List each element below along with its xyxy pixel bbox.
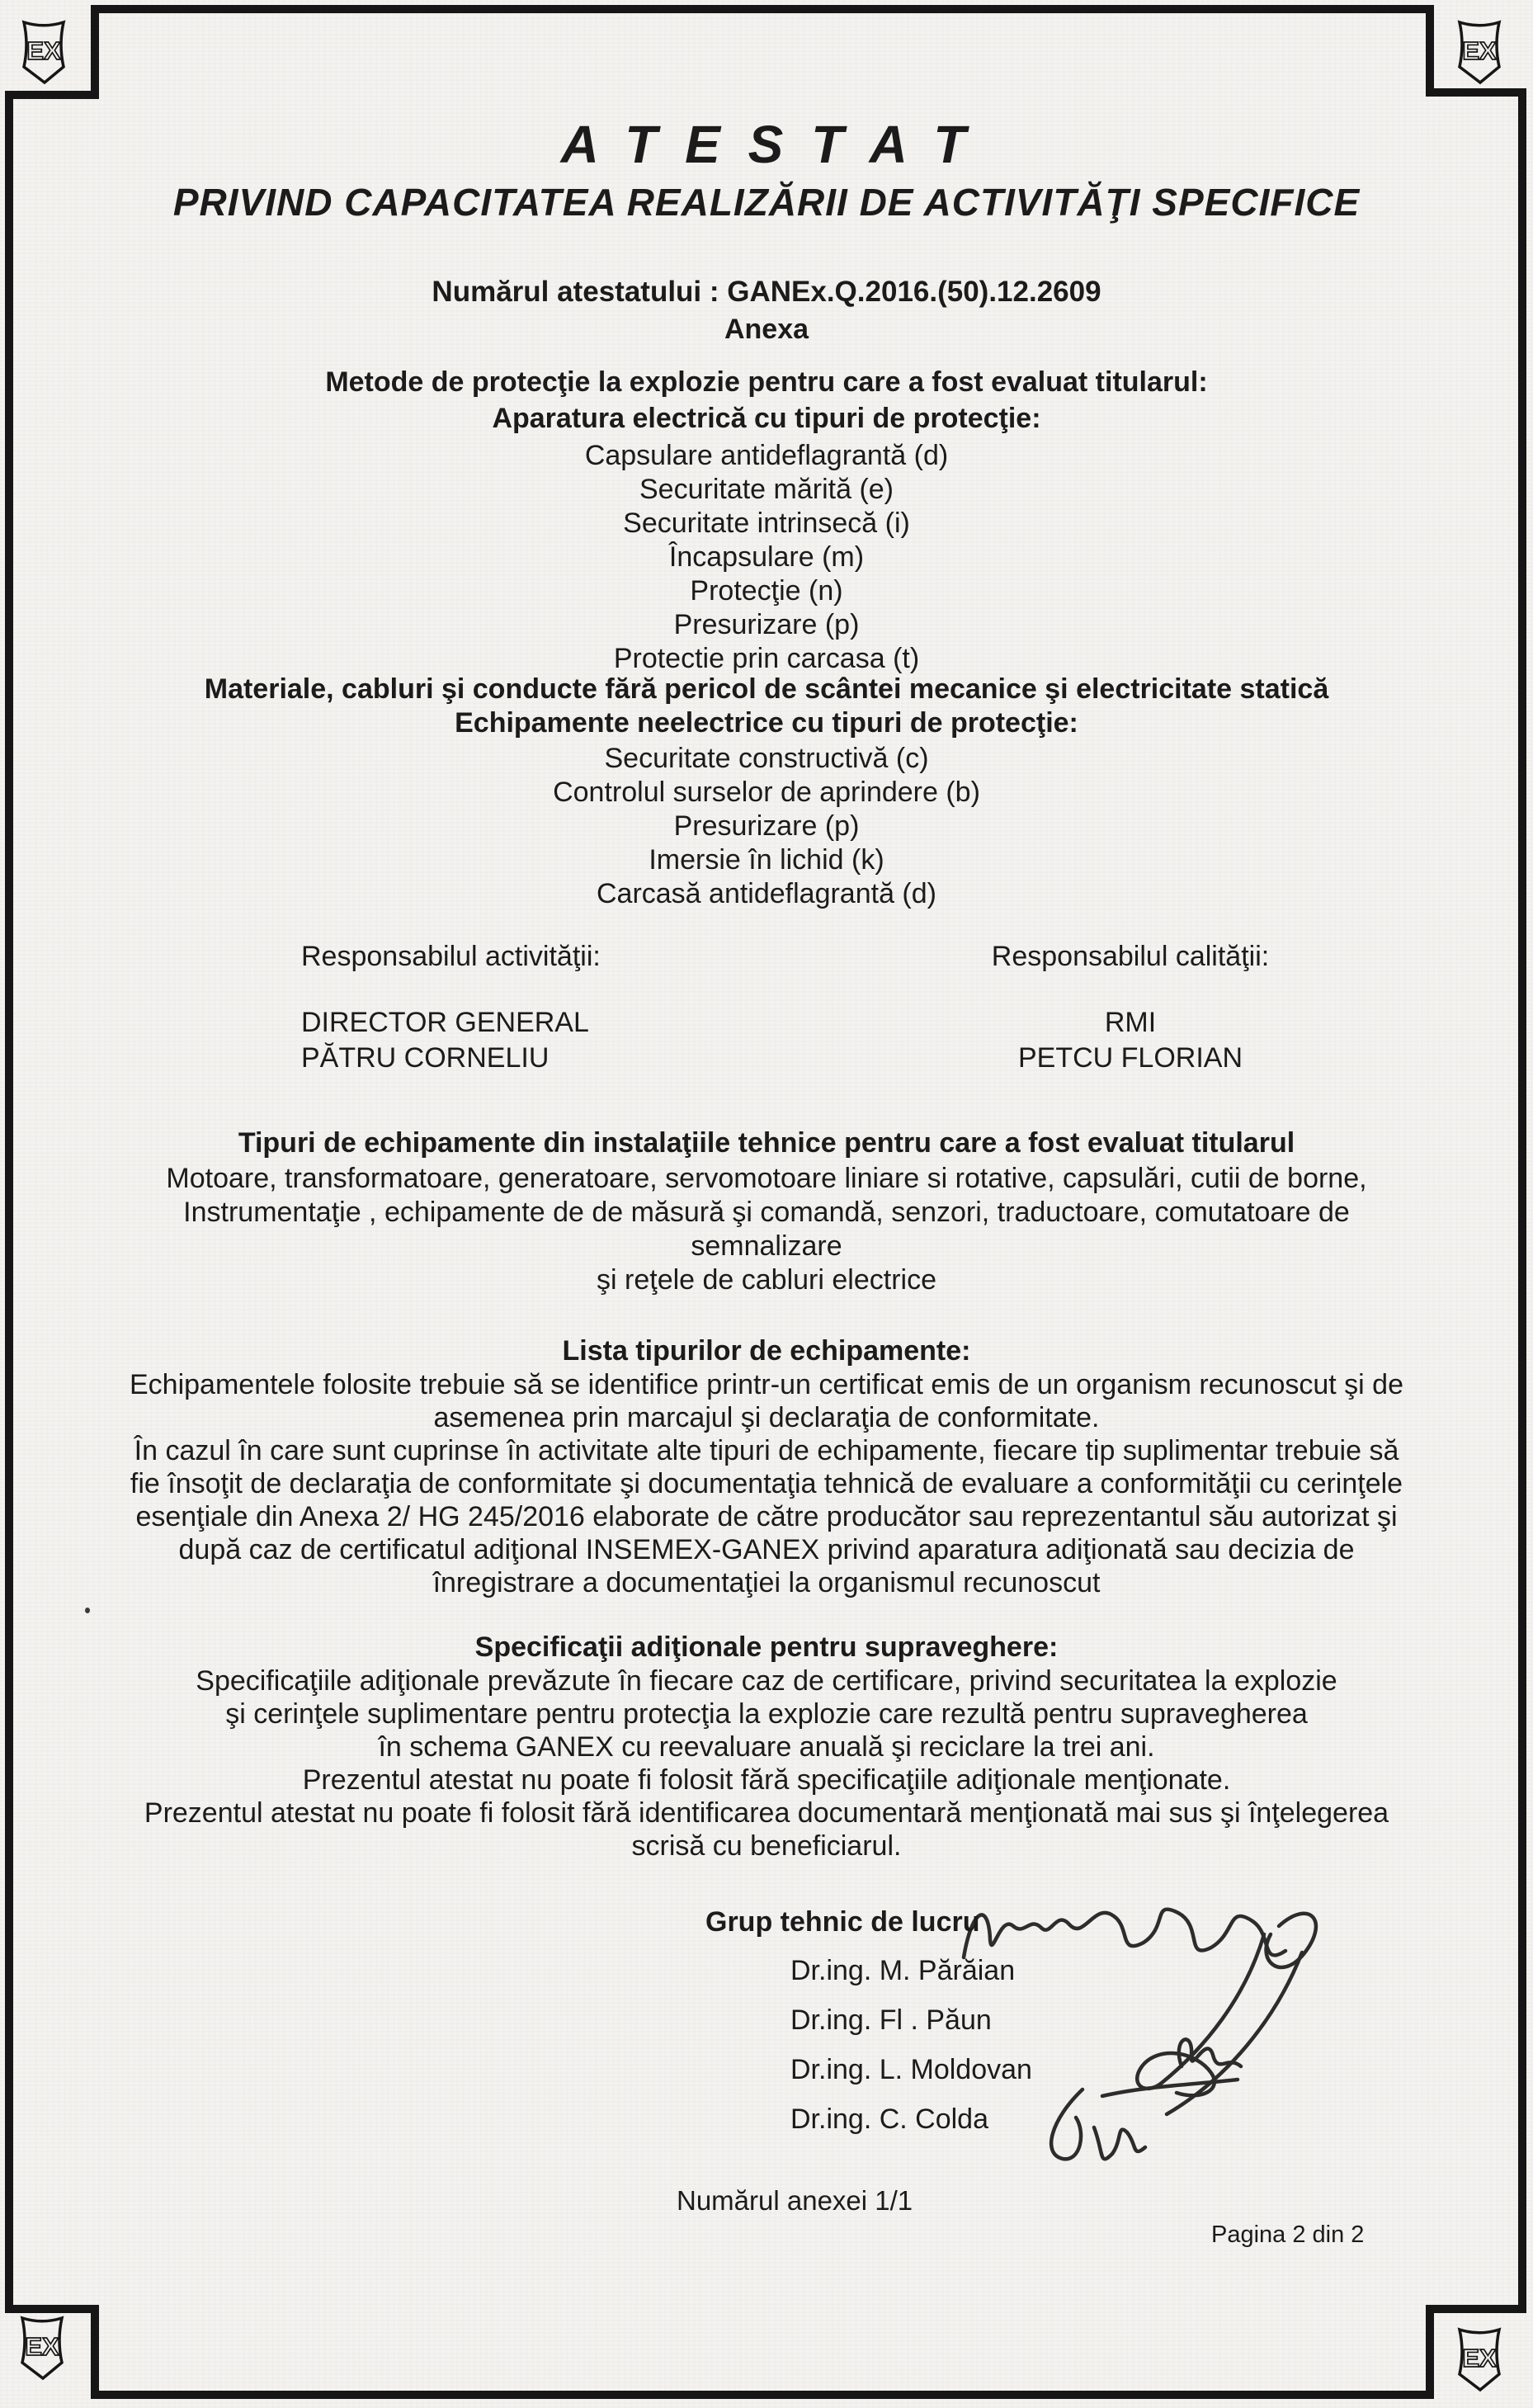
list-item: Capsulare antideflagrantă (d) xyxy=(584,440,949,471)
text-line: Prezentul atestat nu poate fi folosit fără specificaţiile adiţionale menţionate. xyxy=(302,1764,1231,1796)
non-electric-protection-heading: Echipamente neelectrice cu tipuri de protecţie: xyxy=(455,707,1078,739)
list-item: Imersie în lichid (k) xyxy=(649,844,884,876)
signature-scribbles xyxy=(949,1875,1370,2180)
text-line: În cazul în care sunt cuprinse în activitate alte tipuri de echipamente, fiecare tip suplimentar trebuie să xyxy=(134,1435,1399,1466)
document-title: A T E S T A T xyxy=(560,115,973,174)
equipment-types-heading: Tipuri de echipamente din instalaţiile tehnice pentru care a fost evaluat titularul xyxy=(238,1127,1295,1159)
list-item: Securitate mărită (e) xyxy=(639,474,894,505)
list-item: Protectie prin carcasa (t) xyxy=(613,643,920,674)
activity-responsible-label: Responsabilul activităţii: xyxy=(301,941,601,972)
text-line: Prezentul atestat nu poate fi folosit fără identificarea documentară menţionată mai sus şi înţelegerea xyxy=(144,1797,1389,1829)
ex-shield-badge-top-right xyxy=(1454,17,1505,87)
ex-badge-text: EX xyxy=(25,2332,59,2361)
text-line: semnalizare xyxy=(691,1230,842,1262)
list-item: Securitate intrinsecă (i) xyxy=(623,508,910,539)
text-line: în schema GANEX cu reevaluare anuală şi reciclare la trei ani. xyxy=(378,1731,1155,1763)
list-item: Presurizare (p) xyxy=(673,810,860,842)
member-name: Dr.ing. C. Colda xyxy=(790,2103,988,2135)
attestation-number: Numărul atestatului : GANEx.Q.2016.(50).12.2609 xyxy=(432,276,1101,308)
text-line: fie însoţit de declaraţia de conformitate şi documentaţia tehnică de evaluare a conformităţii cu cerinţele xyxy=(130,1468,1403,1499)
ex-badge-text: EX xyxy=(26,36,61,65)
member-name: Dr.ing. L. Moldovan xyxy=(790,2054,1032,2085)
ex-shield-badge-bottom-right xyxy=(1454,2324,1505,2395)
responsible-name: PETCU FLORIAN xyxy=(1017,1042,1243,1074)
page-number: Pagina 2 din 2 xyxy=(1211,2221,1365,2248)
protection-methods-heading: Metode de protecţie la explozie pentru care a fost evaluat titularul: xyxy=(325,366,1208,398)
list-item: Încapsulare (m) xyxy=(668,541,865,573)
equipment-list-text xyxy=(0,1368,1533,1599)
text-line: asemenea prin marcajul şi declaraţia de conformitate. xyxy=(433,1402,1100,1433)
list-item: Controlul surselor de aprindere (b) xyxy=(553,777,980,808)
electric-protection-heading: Aparatura electrică cu tipuri de protecţie: xyxy=(492,403,1041,434)
equipment-types-text xyxy=(0,1162,1533,1297)
responsible-name: DIRECTOR GENERAL xyxy=(301,1007,589,1038)
text-line: scrisă cu beneficiarul. xyxy=(631,1830,902,1862)
list-item: Protecţie (n) xyxy=(690,575,843,607)
ex-shield-badge-bottom-left xyxy=(17,2312,68,2383)
quality-responsible-label: Responsabilul calităţii: xyxy=(991,941,1270,972)
additional-specs-heading: Specificaţii adiţionale pentru supraveghere: xyxy=(474,1631,1059,1663)
electric-protection-list xyxy=(0,439,1533,676)
equipment-list-heading: Lista tipurilor de echipamente: xyxy=(562,1335,971,1367)
annex-number: Numărul anexei 1/1 xyxy=(677,2185,913,2216)
non-electric-protection-list xyxy=(0,742,1533,911)
member-name: Dr.ing. M. Părăian xyxy=(790,1955,1016,1986)
text-line: esenţiale din Anexa 2/ HG 245/2016 elaborate de către producător sau reprezentantul său autorizat şi xyxy=(135,1501,1398,1532)
text-line: Specificaţiile adiţionale prevăzute în fiecare caz de certificare, privind securitatea la explozie xyxy=(196,1665,1337,1697)
quality-responsible-names xyxy=(949,1005,1312,1076)
member-name: Dr.ing. Fl . Păun xyxy=(790,2004,992,2036)
text-line: înregistrare a documentaţiei la organismul recunoscut xyxy=(432,1567,1101,1598)
additional-specs-text xyxy=(0,1664,1533,1863)
text-line: şi reţele de cabluri electrice xyxy=(597,1264,936,1296)
text-line: Echipamentele folosite trebuie să se identifice printr-un certificat emis de un organism recunoscut şi de xyxy=(130,1369,1403,1400)
document-subtitle: PRIVIND CAPACITATEA REALIZĂRII DE ACTIVITĂŢI SPECIFICE xyxy=(172,181,1361,224)
materials-note: Materiale, cabluri şi conducte fără pericol de scântei mecanice şi electricitate statică xyxy=(204,673,1329,705)
ex-badge-text: EX xyxy=(1462,36,1497,65)
list-item: Securitate constructivă (c) xyxy=(604,743,929,774)
annex-label: Anexa xyxy=(724,314,809,345)
ex-badge-text: EX xyxy=(1462,2344,1497,2373)
text-line: Motoare, transformatoare, generatoare, servomotoare liniare si rotative, capsulări, cutii de borne, xyxy=(166,1163,1367,1194)
text-line: după caz de certificatul adiţional INSEMEX-GANEX privind aparatura adiţionată sau decizia de xyxy=(178,1534,1355,1565)
list-item: Presurizare (p) xyxy=(673,609,860,640)
responsible-name: RMI xyxy=(1104,1007,1157,1038)
text-line: şi cerinţele suplimentare pentru protecţia la explozie care rezultă pentru supravegherea xyxy=(225,1698,1308,1730)
activity-responsible-names xyxy=(301,1005,589,1076)
ex-shield-badge-top-left xyxy=(18,17,69,87)
responsible-name: PĂTRU CORNELIU xyxy=(301,1042,550,1074)
scan-speck xyxy=(85,1608,90,1613)
text-line: Instrumentaţie , echipamente de de măsură şi comandă, senzori, traductoare, comutatoare de xyxy=(183,1197,1350,1228)
list-item: Carcasă antideflagrantă (d) xyxy=(596,878,936,909)
working-group-heading: Grup tehnic de lucru xyxy=(705,1906,980,1938)
